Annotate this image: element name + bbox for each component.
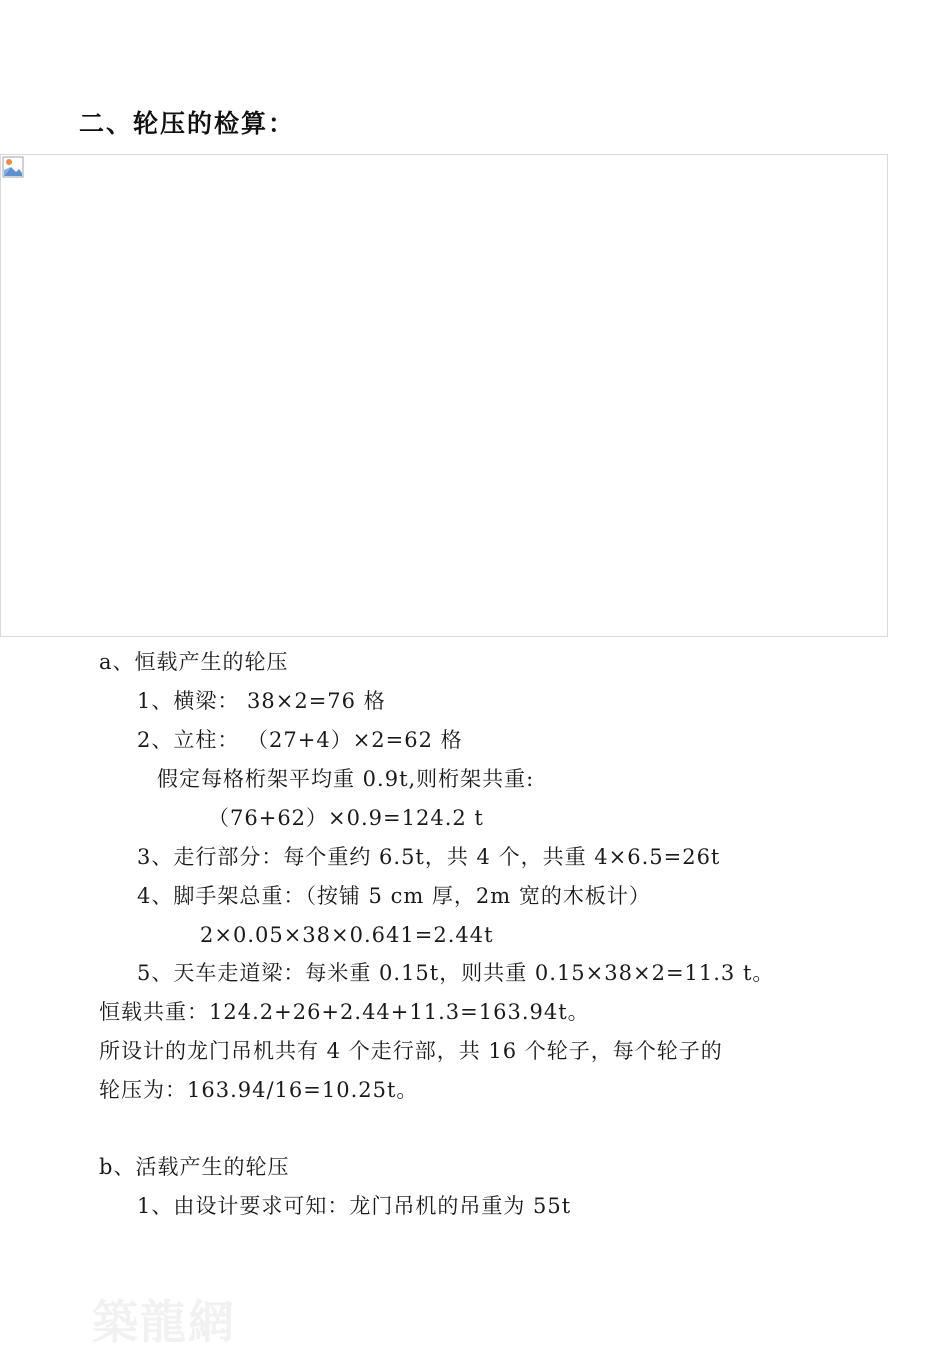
text-line: 1、由设计要求可知：龙门吊机的吊重为 55t (137, 1194, 572, 1218)
text-line: 1、横梁： 38×2=76 格 (137, 689, 386, 713)
text-line: b、活载产生的轮压 (99, 1155, 290, 1179)
section-heading: 二、轮压的检算： (79, 109, 296, 138)
broken-image-icon (2, 156, 24, 178)
text-line: 2×0.05×38×0.641=2.44t (200, 923, 494, 947)
text-line: 假定每格桁架平均重 0.9t,则桁架共重: (157, 767, 535, 791)
text-line: 所设计的龙门吊机共有 4 个走行部，共 16 个轮子，每个轮子的 (99, 1039, 723, 1063)
text-line: 3、走行部分：每个重约 6.5t，共 4 个，共重 4×6.5=26t (137, 845, 721, 869)
embedded-figure-placeholder (0, 154, 888, 637)
text-line: 轮压为：163.94/16=10.25t。 (99, 1078, 419, 1102)
text-line: a、恒载产生的轮压 (99, 650, 289, 674)
text-line: 4、脚手架总重：（按铺 5 cm 厚，2m 宽的木板计） (137, 884, 651, 908)
text-line: 恒载共重：124.2+26+2.44+11.3=163.94t。 (99, 1000, 590, 1024)
text-line: 5、天车走道梁：每米重 0.15t，则共重 0.15×38×2=11.3 t。 (137, 961, 775, 985)
watermark: 築龍網 (92, 1295, 236, 1349)
text-line: 2、立柱： （27+4）×2=62 格 (137, 728, 463, 752)
text-line: （76+62）×0.9=124.2 t (208, 806, 484, 830)
